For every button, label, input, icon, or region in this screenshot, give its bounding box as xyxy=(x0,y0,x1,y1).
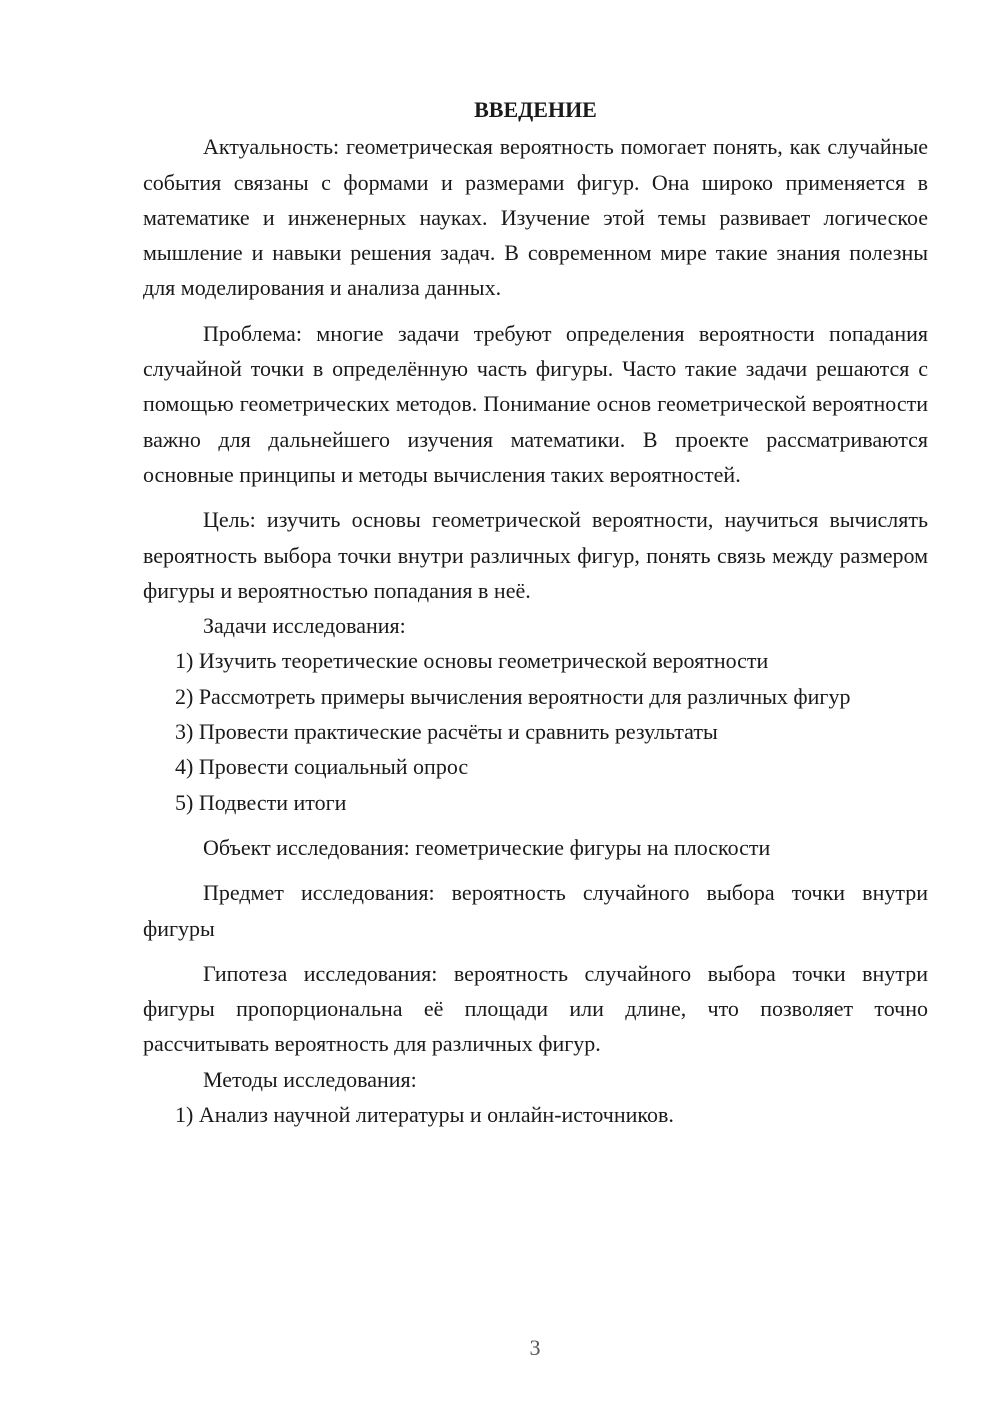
paragraph-problem: Проблема: многие задачи требуют определения вероятности попадания случайной точки в определённую часть фигуры. Часто такие задачи решаются с помощью геометрических методов. Понимание основ геометрической вероятности важно для дальнейшего изучения математики. В проекте рассматриваются основные принципы и методы вычисления таких вероятностей. xyxy=(143,320,928,487)
tasks-label: Задачи исследования: xyxy=(203,613,406,639)
paragraph-object: Объект исследования: геометрические фигуры на плоскости xyxy=(203,834,771,860)
paragraph-subject: Предмет исследования: вероятность случайного выбора точки внутри фигуры xyxy=(143,880,928,941)
task-item-1: 1) Изучить теоретические основы геометрической вероятности xyxy=(175,648,769,674)
methods-label: Методы исследования: xyxy=(203,1066,417,1092)
paragraph-hypothesis: Гипотеза исследования: вероятность случайного выбора точки внутри фигуры пропорциональна её площади или длине, что позволяет точно рассчитывать вероятность для различных фигур. xyxy=(143,960,928,1057)
page-number: 3 xyxy=(529,1335,541,1360)
task-item-5: 5) Подвести итоги xyxy=(175,789,347,815)
paragraph-goal: Цель: изучить основы геометрической вероятности, научиться вычислять вероятность выбора точки внутри различных фигур, понять связь между размером фигуры и вероятностью попадания в неё. xyxy=(143,507,928,603)
task-item-3: 3) Провести практические расчёты и сравнить результаты xyxy=(175,719,718,745)
method-item-1: 1) Анализ научной литературы и онлайн-источников. xyxy=(175,1102,674,1128)
task-item-2: 2) Рассмотреть примеры вычисления вероятности для различных фигур xyxy=(175,683,851,709)
paragraph-relevance: Актуальность: геометрическая вероятность помогает понять, как случайные события связаны с формами и размерами фигур. Она широко применяется в математике и инженерных науках. Изучение этой темы развивает логическое мышление и навыки решения задач. В современном мире такие знания полезны для моделирования и анализа данных. xyxy=(143,134,928,301)
task-item-4: 4) Провести социальный опрос xyxy=(175,754,469,780)
section-title: ВВЕДЕНИЕ xyxy=(474,97,597,122)
document-page xyxy=(143,92,928,1132)
